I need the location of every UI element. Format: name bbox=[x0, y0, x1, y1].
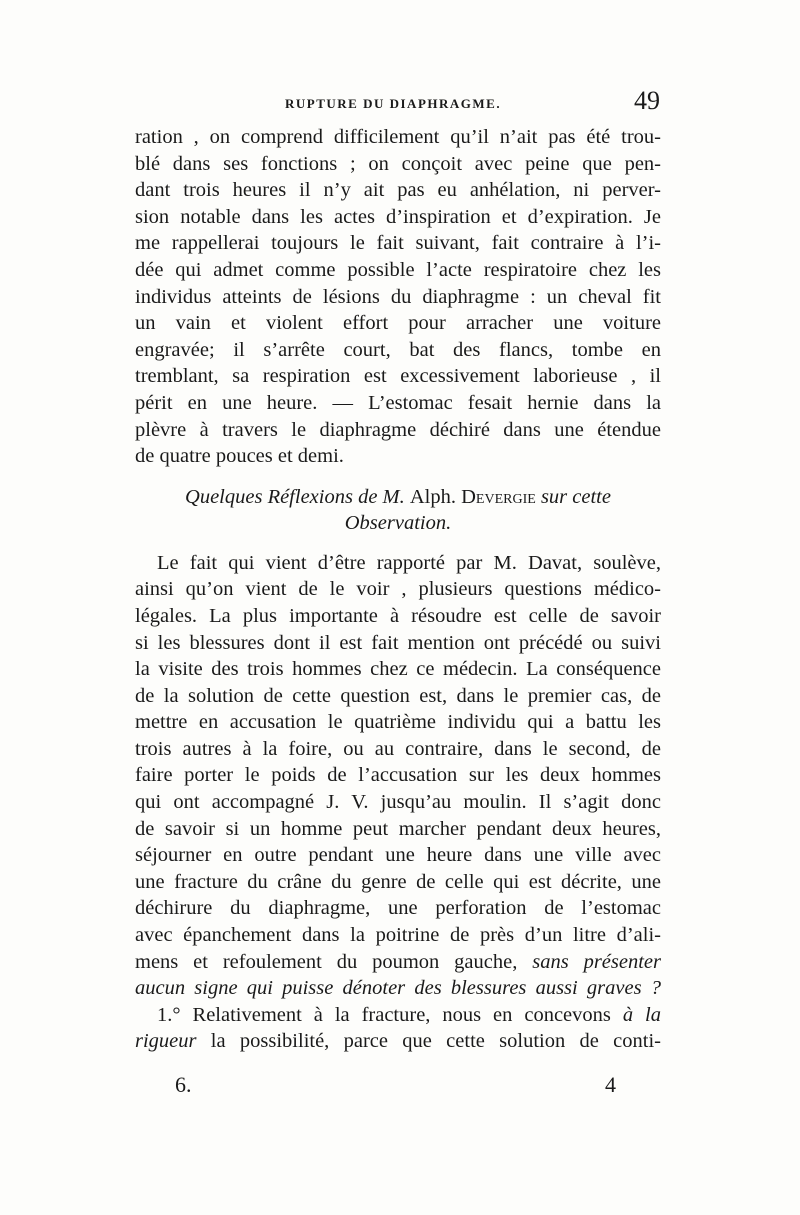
italic-run: sans présenter bbox=[532, 950, 661, 973]
text-line: la visite des trois hommes chez ce médecin. La conséquence bbox=[135, 658, 661, 681]
page-header bbox=[135, 86, 660, 124]
paragraph-main bbox=[135, 550, 661, 1055]
text-line: séjourner en outre pendant une heure dans une ville avec bbox=[135, 844, 661, 867]
italic-run: rigueur bbox=[135, 1030, 197, 1053]
running-head: RUPTURE DU DIAPHRAGME. bbox=[285, 96, 502, 111]
text-line: déchirure du diaphragme, une perforation de l’estomac bbox=[135, 897, 661, 920]
text-line: blé dans ses fonctions ; on conçoit avec peine que pen- bbox=[135, 152, 661, 175]
text-line bbox=[135, 1028, 661, 1055]
text-line: sion notable dans les actes d’inspiration et d’expiration. Je bbox=[135, 205, 661, 228]
text-line: ainsi qu’on vient de le voir , plusieurs questions médico- bbox=[135, 578, 661, 601]
text-line: de la solution de cette question est, dans le premier cas, de bbox=[135, 684, 661, 707]
text-line: si les blessures dont il est fait mention ont précédé ou suivi bbox=[135, 631, 661, 654]
text-run: 1.° Relativement à la fracture, nous en concevons bbox=[157, 1003, 623, 1026]
heading-author-surname: Devergie bbox=[461, 485, 536, 508]
page-body bbox=[135, 124, 661, 1055]
page-number: 49 bbox=[634, 86, 660, 115]
text-line: aucun signe qui puisse dénoter des blessures aussi graves ? bbox=[135, 977, 661, 1000]
text-line: qui ont accompagné J. V. jusqu’au moulin. Il s’agit donc bbox=[135, 791, 661, 814]
heading-line: Observation. bbox=[344, 511, 452, 534]
text-line: légales. La plus importante à résoudre est celle de savoir bbox=[135, 604, 661, 627]
text-run: mens et refoulement du poumon gauche, bbox=[135, 950, 533, 973]
text-line bbox=[135, 1002, 661, 1029]
heading-author-firstname: Alph. bbox=[409, 485, 456, 508]
text-line: engravée; il s’arrête court, bat des flancs, tombe en bbox=[135, 338, 661, 361]
text-line: une fracture du crâne du genre de celle qui est décrite, une bbox=[135, 870, 661, 893]
text-line: mettre en accusation le quatrième individu qui a battu les bbox=[135, 711, 661, 734]
section-heading bbox=[135, 484, 661, 536]
text-line: périt en une heure. — L’estomac fesait hernie dans la bbox=[135, 391, 661, 414]
text-line: dée qui admet comme possible l’acte respiratoire chez les bbox=[135, 258, 661, 281]
text-line: me rappellerai toujours le fait suivant, fait contraire à l’i- bbox=[135, 232, 661, 255]
text-line: de savoir si un homme peut marcher pendant deux heures, bbox=[135, 817, 661, 840]
page-footer bbox=[175, 1072, 635, 1102]
heading-line bbox=[135, 484, 661, 510]
text-line: dant trois heures il n’y ait pas eu anhélation, ni perver- bbox=[135, 179, 661, 202]
text-line: individus atteints de lésions du diaphragme : un cheval fit bbox=[135, 285, 661, 308]
text-line: avec épanchement dans la poitrine de près d’un litre d’ali- bbox=[135, 924, 661, 947]
text-line: trois autres à la foire, ou au contraire, dans le second, de bbox=[135, 737, 661, 760]
italic-run: à la bbox=[622, 1003, 661, 1026]
text-line bbox=[135, 949, 661, 976]
folio-mark: 4 bbox=[605, 1072, 616, 1097]
text-line: un vain et violent effort pour arracher une voiture bbox=[135, 312, 661, 335]
signature-mark: 6. bbox=[175, 1072, 192, 1097]
text-line: tremblant, sa respiration est excessivement laborieuse , il bbox=[135, 365, 661, 388]
text-line: de quatre pouces et demi. bbox=[135, 445, 344, 468]
text-run: la possibilité, parce que cette solution de conti- bbox=[196, 1030, 661, 1053]
heading-part: Quelques Réflexions de M. bbox=[185, 485, 405, 508]
heading-part: sur cette bbox=[540, 485, 611, 508]
text-line: plèvre à travers le diaphragme déchiré dans une étendue bbox=[135, 418, 661, 441]
paragraph-continuation bbox=[135, 124, 661, 470]
text-line: Le fait qui vient d’être rapporté par M. Davat, soulève, bbox=[157, 551, 661, 574]
text-line: faire porter le poids de l’accusation sur les deux hommes bbox=[135, 764, 661, 787]
text-line: ration , on comprend difficilement qu’il n’ait pas été trou- bbox=[135, 126, 661, 148]
